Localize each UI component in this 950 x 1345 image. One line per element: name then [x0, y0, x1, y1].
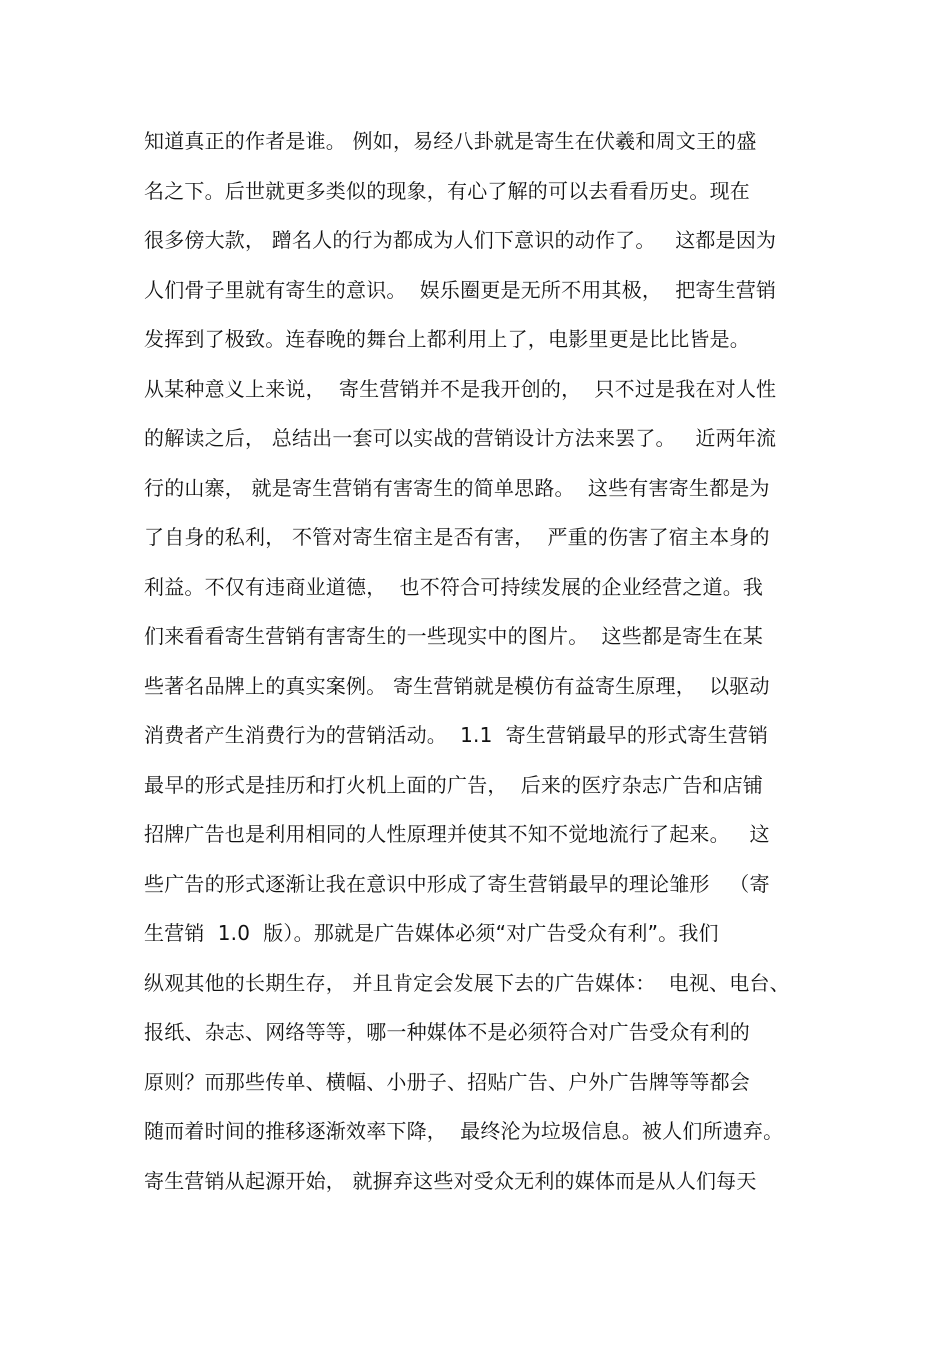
text-line: 原则？而那些传单、横幅、小册子、招贴广告、户外广告牌等等都会: [144, 1069, 750, 1094]
text-line: 招牌广告也是利用相同的人性原理并使其不知不觉地流行了起来。 这: [144, 822, 770, 846]
text-line: 的解读之后， 总结出一套可以实战的营销设计方法来罢了。 近两年流: [144, 426, 777, 450]
text-line: 最早的形式是挂历和打火机上面的广告， 后来的医疗杂志广告和店铺: [144, 772, 764, 797]
text-line: 了自身的私利， 不管对寄生宿主是否有害， 严重的伤害了宿主本身的: [144, 525, 770, 549]
text-line: 从某种意义上来说， 寄生营销并不是我开创的， 只不过是我在对人性: [144, 376, 777, 401]
text-line: 行的山寨， 就是寄生营销有害寄生的简单思路。 这些有害寄生都是为: [144, 475, 770, 500]
text-line: 消费者产生消费行为的营销活动。 1.1 寄生营销最早的形式寄生营销: [144, 723, 769, 747]
text-line: 纵观其他的长期生存， 并且肯定会发展下去的广告媒体： 电视、电台、: [144, 970, 790, 995]
text-line: 很多傍大款， 蹭名人的行为都成为人们下意识的动作了。 这都是因为: [144, 228, 777, 252]
text-line: 名之下。后世就更多类似的现象，有心了解的可以去看看历史。现在: [144, 178, 750, 203]
text-line: 生营销 1.0 版）。那就是广告媒体必须“对广告受众有利”。我们: [144, 921, 719, 945]
text-line: 发挥到了极致。连春晚的舞台上都利用上了，电影里更是比比皆是。: [144, 327, 750, 351]
text-line: 人们骨子里就有寄生的意识。 娱乐圈更是无所不用其极， 把寄生营销: [144, 277, 777, 302]
text-line: 知道真正的作者是谁。 例如，易经八卦就是寄生在伏羲和周文王的盛: [144, 129, 757, 153]
text-line: 寄生营销从起源开始， 就摒弃这些对受众无利的媒体而是从人们每天: [144, 1168, 757, 1193]
text-line: 些著名品牌上的真实案例。 寄生营销就是模仿有益寄生原理， 以驱动: [144, 673, 770, 698]
text-line: 些广告的形式逐渐让我在意识中形成了寄生营销最早的理论雏形 （寄: [144, 871, 770, 896]
text-line: 利益。不仅有违商业道德， 也不符合可持续发展的企业经营之道。我: [144, 574, 764, 599]
body-text: [144, 125, 824, 1214]
text-line: 们来看看寄生营销有害寄生的一些现实中的图片。 这些都是寄生在某: [144, 624, 764, 648]
text-line: 随而着时间的推移逐渐效率下降， 最终沦为垃圾信息。被人们所遗弃。: [144, 1119, 784, 1143]
text-line: 报纸、杂志、网络等等，哪一种媒体不是必须符合对广告受众有利的: [144, 1020, 750, 1044]
